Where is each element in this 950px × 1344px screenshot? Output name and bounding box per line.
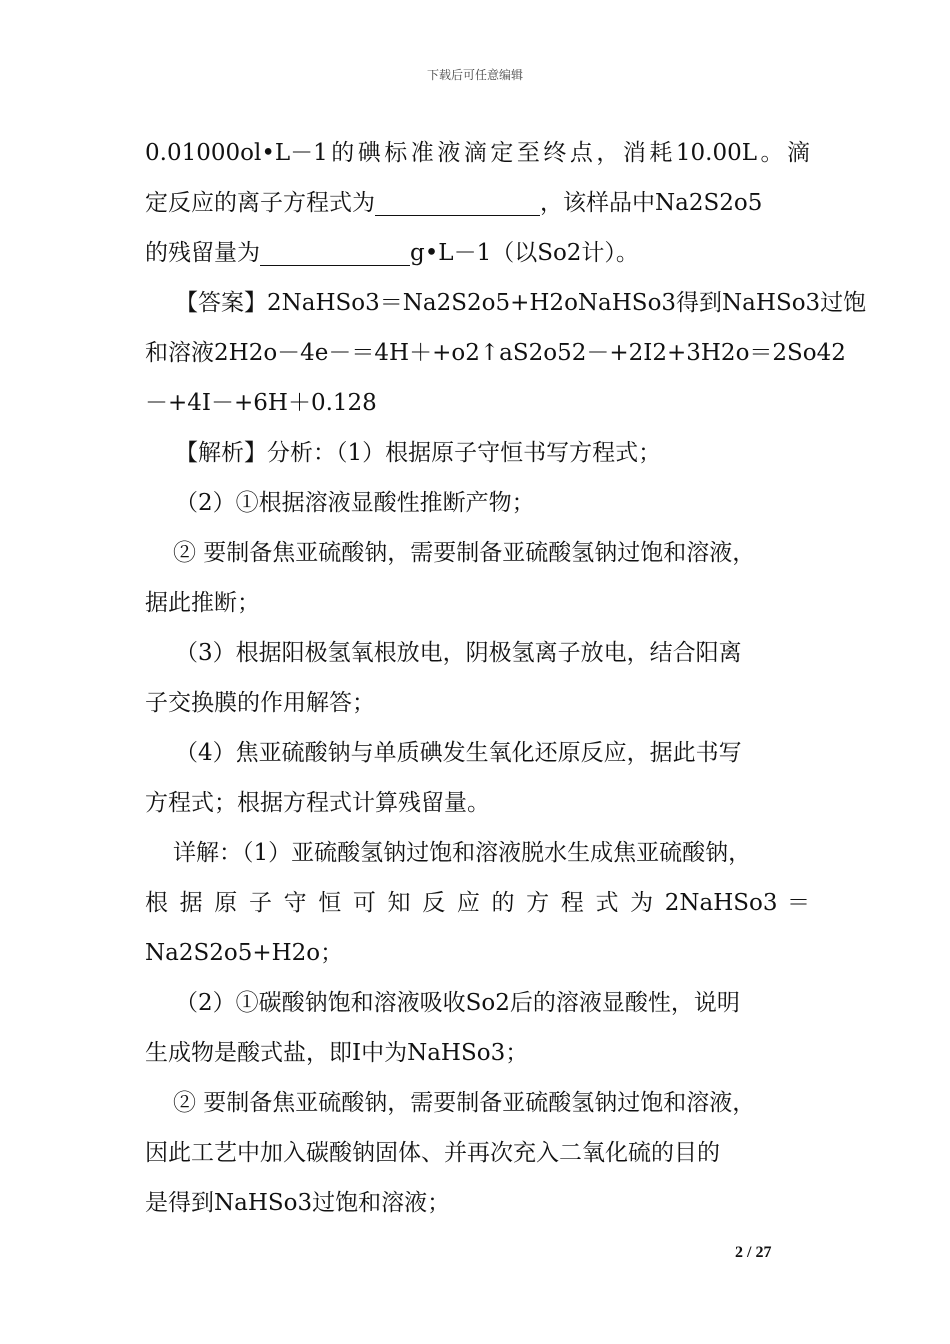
text-line	[145, 378, 810, 428]
text-line	[145, 628, 810, 678]
text-segment: 方程式；根据方程式计算残留量。	[145, 790, 490, 816]
text-segment: －+4I－+6H＋0.128	[145, 390, 377, 416]
fill-in-blank	[375, 185, 540, 216]
text-line	[145, 1178, 810, 1228]
text-segment: （2）①根据溶液显酸性推断产物；	[175, 490, 535, 516]
text-segment: ② 要制备焦亚硫酸钠，需要制备亚硫酸氢钠过饱和溶液，	[173, 540, 756, 566]
text-line	[145, 178, 810, 228]
text-segment: 【答案】2NaHSo3＝Na2S2o5+H2oNaHSo3得到NaHSo3过饱	[175, 290, 867, 316]
text-segment: 据此推断；	[145, 590, 260, 616]
text-segment: 生成物是酸式盐，即Ⅰ中为NaHSo3；	[145, 1040, 529, 1066]
text-segment: 【解析】分析：（1）根据原子守恒书写方程式；	[175, 440, 662, 466]
page-number: 2 / 27	[735, 1244, 772, 1261]
text-segment: Na2S2o5+H2o；	[145, 940, 344, 966]
text-segment: g•L－1（以So2计）。	[410, 240, 639, 266]
text-segment: （2）①碳酸钠饱和溶液吸收So2后的溶液显酸性，说明	[175, 990, 740, 1016]
text-segment: 0.01000ol•L－1的碘标准液滴定至终点，消耗10.00L。滴	[145, 140, 810, 166]
text-segment: 的残留量为	[145, 240, 260, 266]
text-line	[145, 728, 810, 778]
text-segment: ② 要制备焦亚硫酸钠，需要制备亚硫酸氢钠过饱和溶液，	[173, 1090, 756, 1116]
text-line	[145, 528, 810, 578]
text-line	[145, 478, 810, 528]
text-line	[145, 328, 846, 378]
text-segment: 根 据 原 子 守 恒 可 知 反 应 的 方 程 式 为 2NaHSo3 ＝	[145, 890, 810, 916]
text-line	[145, 678, 810, 728]
text-line	[145, 928, 810, 978]
fill-in-blank	[260, 235, 410, 266]
text-segment: （3）根据阳极氢氧根放电，阴极氢离子放电，结合阳离	[175, 640, 742, 666]
text-line	[145, 978, 810, 1028]
text-segment: 因此工艺中加入碳酸钠固体、并再次充入二氧化硫的目的	[145, 1140, 720, 1166]
page-header: 下载后可任意编辑	[426, 68, 523, 82]
text-line	[145, 778, 810, 828]
text-segment: 子交换膜的作用解答；	[145, 690, 375, 716]
document-body	[145, 128, 867, 1228]
text-line	[145, 828, 810, 878]
text-line	[145, 228, 810, 278]
text-line	[145, 578, 810, 628]
text-line	[145, 878, 810, 928]
text-line	[145, 1128, 810, 1178]
text-segment: 详解：（1）亚硫酸氢钠过饱和溶液脱水生成焦亚硫酸钠，	[173, 840, 752, 866]
text-segment: 是得到NaHSo3过饱和溶液；	[145, 1190, 451, 1216]
text-segment: （4）焦亚硫酸钠与单质碘发生氧化还原反应，据此书写	[175, 740, 742, 766]
text-line	[145, 428, 810, 478]
text-segment: ，该样品中Na2S2o5	[540, 190, 763, 216]
text-line	[145, 278, 867, 328]
text-line	[145, 1078, 810, 1128]
text-segment: 和溶液2H2o－4e－＝4H＋+o2↑aS2o52－+2I2+3H2o＝2So42	[145, 340, 846, 366]
text-line	[145, 128, 810, 178]
text-segment: 定反应的离子方程式为	[145, 190, 375, 216]
text-line	[145, 1028, 810, 1078]
